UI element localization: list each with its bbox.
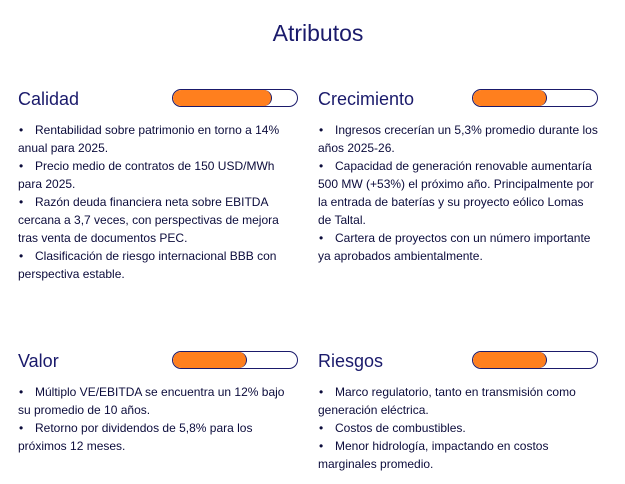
bullet-icon: •	[319, 159, 324, 173]
bullet-item	[318, 383, 598, 419]
bullet-list	[318, 121, 598, 265]
bullet-text: Precio medio de contratos de 150 USD/MWh para 2025.	[18, 159, 275, 191]
bullet-text: Costos de combustibles.	[335, 421, 466, 435]
bullet-list	[18, 121, 298, 283]
bullet-icon: •	[19, 385, 24, 399]
page-title: Atributos	[272, 20, 364, 46]
bullet-text: Rentabilidad sobre patrimonio en torno a 14% anual para 2025.	[18, 123, 280, 155]
bullet-item	[18, 121, 298, 157]
bullet-item	[318, 419, 598, 437]
bullet-icon: •	[19, 421, 24, 435]
rating-meter	[472, 89, 598, 107]
bullet-text: Razón deuda financiera neta sobre EBITDA cercana a 3,7 veces, con perspectivas de mejora tras venta de documentos PEC.	[18, 195, 279, 245]
card-title: Riesgos	[318, 351, 384, 371]
bullet-item	[18, 419, 298, 455]
bullet-icon: •	[19, 123, 24, 137]
rating-meter-fill	[173, 352, 247, 368]
bullet-text: Capacidad de generación renovable aumentaría 500 MW (+53%) el próximo año. Principalmente por la entrada de baterías y su proyecto eólico Lomas de Taltal.	[318, 159, 594, 227]
rating-meter-fill	[473, 352, 547, 368]
bullet-text: Ingresos crecerían un 5,3% promedio durante los años 2025-26.	[318, 123, 598, 155]
rating-meter	[172, 89, 298, 107]
bullet-icon: •	[319, 439, 324, 453]
rating-meter	[172, 351, 298, 369]
bullet-item	[18, 247, 298, 283]
bullet-icon: •	[19, 195, 24, 209]
rating-meter-fill	[173, 90, 272, 106]
bullet-item	[18, 383, 298, 419]
rating-meter-fill	[473, 90, 547, 106]
bullet-text: Cartera de proyectos con un número importante ya aprobados ambientalmente.	[318, 231, 591, 263]
bullet-text: Clasificación de riesgo internacional BBB con perspectiva estable.	[18, 249, 277, 281]
rating-meter	[472, 351, 598, 369]
card-crecimiento	[318, 89, 608, 289]
bullet-item	[18, 193, 298, 247]
card-riesgos	[318, 351, 608, 481]
card-title: Crecimiento	[318, 89, 415, 109]
bullet-item	[318, 157, 598, 229]
bullet-list	[18, 383, 298, 455]
bullet-item	[318, 121, 598, 157]
bullet-text: Menor hidrología, impactando en costos marginales promedio.	[318, 439, 549, 471]
bullet-icon: •	[319, 231, 324, 245]
bullet-list	[318, 383, 598, 473]
card-title: Valor	[18, 351, 59, 371]
bullet-text: Múltiplo VE/EBITDA se encuentra un 12% bajo su promedio de 10 años.	[18, 385, 285, 417]
bullet-icon: •	[19, 159, 24, 173]
bullet-item	[318, 437, 598, 473]
bullet-text: Retorno por dividendos de 5,8% para los próximos 12 meses.	[18, 421, 253, 453]
card-title: Calidad	[18, 89, 80, 109]
bullet-item	[18, 157, 298, 193]
card-valor	[18, 351, 308, 481]
bullet-icon: •	[19, 249, 24, 263]
bullet-item	[318, 229, 598, 265]
bullet-icon: •	[319, 123, 324, 137]
card-calidad	[18, 89, 308, 289]
bullet-icon: •	[319, 385, 324, 399]
bullet-text: Marco regulatorio, tanto en transmisión como generación eléctrica.	[318, 385, 576, 417]
bullet-icon: •	[319, 421, 324, 435]
